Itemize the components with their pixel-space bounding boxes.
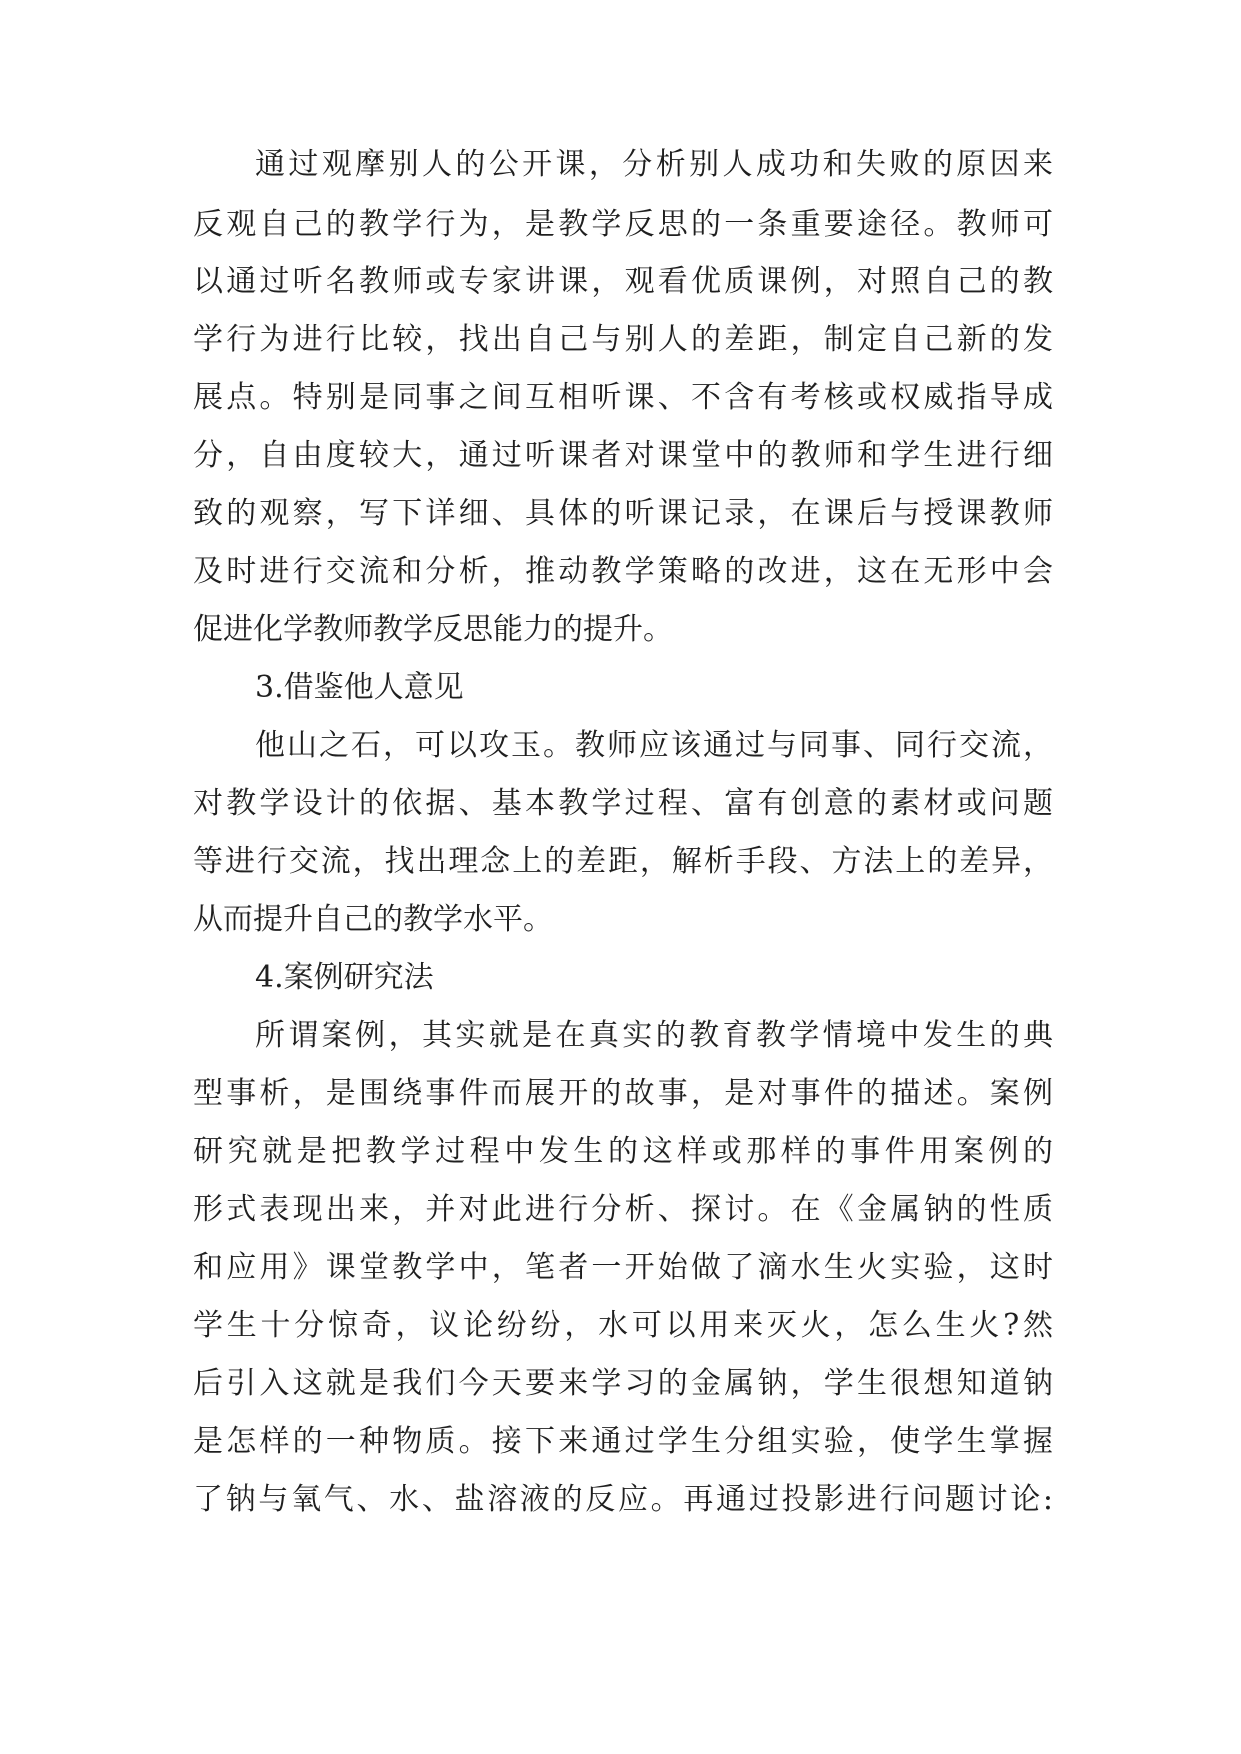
paragraph-3-line-1: 所谓案例，其实就是在真实的教育教学情境中发生的典 <box>255 1018 1053 1053</box>
paragraph-3-line-8: 是怎样的一种物质。接下来通过学生分组实验，使学生掌握 <box>193 1424 1053 1459</box>
paragraph-3-line-3: 研究就是把教学过程中发生的这样或那样的事件用案例的 <box>193 1134 1053 1169</box>
paragraph-1-line-9: 促进化学教师教学反思能力的提升。 <box>193 612 673 647</box>
paragraph-2-line-4: 从而提升自己的教学水平。 <box>193 902 553 937</box>
paragraph-1-line-4: 学行为进行比较，找出自己与别人的差距，制定自己新的发 <box>193 322 1053 357</box>
paragraph-3-line-9: 了钠与氧气、水、盐溶液的反应。再通过投影进行问题讨论: <box>193 1482 1053 1517</box>
paragraph-2-line-3: 等进行交流，找出理念上的差距，解析手段、方法上的差异， <box>193 844 1053 879</box>
paragraph-1-line-5: 展点。特别是同事之间互相听课、不含有考核或权威指导成 <box>193 380 1053 415</box>
paragraph-3-line-7: 后引入这就是我们今天要来学习的金属钠，学生很想知道钠 <box>193 1366 1053 1401</box>
paragraph-3-line-5: 和应用》课堂教学中，笔者一开始做了滴水生火实验，这时 <box>193 1250 1053 1285</box>
paragraph-1-line-3: 以通过听名教师或专家讲课，观看优质课例，对照自己的教 <box>193 264 1053 299</box>
section-heading-3: 3.借鉴他人意见 <box>255 670 464 705</box>
paragraph-1-line-1: 通过观摩别人的公开课，分析别人成功和失败的原因来 <box>255 147 1053 182</box>
paragraph-2-line-1: 他山之石，可以攻玉。教师应该通过与同事、同行交流， <box>255 728 1053 763</box>
paragraph-3-line-6: 学生十分惊奇，议论纷纷，水可以用来灭火，怎么生火?然 <box>193 1308 1053 1343</box>
paragraph-2-line-2: 对教学设计的依据、基本教学过程、富有创意的素材或问题 <box>193 786 1053 821</box>
paragraph-3-line-4: 形式表现出来，并对此进行分析、探讨。在《金属钠的性质 <box>193 1192 1053 1227</box>
paragraph-1-line-6: 分，自由度较大，通过听课者对课堂中的教师和学生进行细 <box>193 438 1053 473</box>
paragraph-1-line-7: 致的观察，写下详细、具体的听课记录，在课后与授课教师 <box>193 496 1053 531</box>
paragraph-1-line-2: 反观自己的教学行为，是教学反思的一条重要途径。教师可 <box>193 207 1053 242</box>
paragraph-1-line-8: 及时进行交流和分析，推动教学策略的改进，这在无形中会 <box>193 554 1053 589</box>
paragraph-3-line-2: 型事析，是围绕事件而展开的故事，是对事件的描述。案例 <box>193 1076 1053 1111</box>
section-heading-4: 4.案例研究法 <box>255 960 434 995</box>
